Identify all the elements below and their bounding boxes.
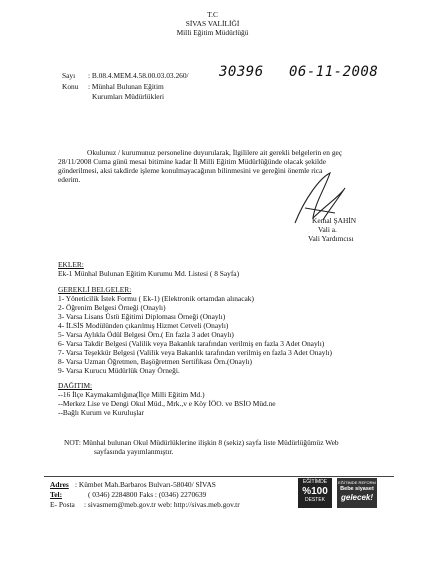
konu-label: Konu bbox=[62, 82, 79, 91]
note-line-1: NOT: Münhal bulunan Okul Müdürlüklerine ilişkin 8 (sekiz) sayfa liste Müdürlüğümüz Web bbox=[64, 438, 339, 447]
eposta-value: : sivasmem@meb.gov.tr web: http://sivas.meb.gov.tr bbox=[84, 500, 240, 509]
badge1-bot: DESTEK bbox=[304, 497, 325, 503]
sayi-label: Sayı bbox=[62, 71, 76, 80]
body-line-4: ederim. bbox=[58, 175, 81, 184]
belge-item: 8- Varsa Uzman Öğretmen, Başöğretmen Sertifikası Örn.(Onaylı) bbox=[58, 357, 253, 366]
belge-item: 1- Yöneticilik İstek Formu ( Ek-1) (Elektronik ortamdan alınacak) bbox=[58, 294, 254, 303]
tel-label: Tel: bbox=[50, 490, 63, 499]
header-valilik: SİVAS VALİLİĞİ bbox=[185, 19, 240, 28]
tel-value: ( 0346) 2284800 Faks : (0346) 2270639 bbox=[88, 490, 207, 499]
badge1-mid: %100 bbox=[302, 486, 328, 497]
dagitim-item: --Merkez Lise ve Dengi Okul Müd., Mrk.,v e Köy İÖO. ve BSİO Müd.ne bbox=[58, 399, 276, 408]
header-tc: T.C bbox=[207, 10, 218, 19]
dagitim-item: --16 İlçe Kaymakamlığına(İlçe Milli Eğitim Md.) bbox=[58, 390, 205, 399]
signer-title: Vali Yardımcısı bbox=[308, 234, 354, 243]
egitimde-reform-logo bbox=[337, 478, 377, 508]
belge-item: 7- Varsa Teşekkür Belgesi (Valilik veya Bakanlık tarafından verilmiş en fazla 3 Adet Onaylı) bbox=[58, 348, 333, 357]
header-mudurluk: Milli Eğitim Müdürlüğü bbox=[176, 28, 249, 37]
signer-vali-a: Vali a. bbox=[318, 225, 337, 234]
belge-item: 3- Varsa Lisans Üstü Eğitimi Diploması Örneği (Onaylı) bbox=[58, 312, 226, 321]
konu-line2: Kurumları Müdürlükleri bbox=[92, 92, 165, 101]
body-line-1: Okulunuz / kurumunuz personeline duyurularak, İlgililere ait gerekli belgelerin en geç bbox=[87, 148, 343, 157]
belge-item: 6- Varsa Takdir Belgesi (Valilik veya Bakanlık tarafından verilmiş en fazla 3 Adet Onaylı) bbox=[58, 339, 325, 348]
egitimde-destek-logo bbox=[298, 478, 332, 508]
ekler-item: Ek-1 Münhal Bulunan Eğitim Kurumu Md. Listesi ( 8 Sayfa) bbox=[58, 269, 240, 278]
adres-label: Adres bbox=[50, 480, 69, 489]
sayi-value: : B.08.4.MEM.4.58.00.03.03.260/ bbox=[88, 71, 189, 80]
eposta-label: E- Posta bbox=[50, 500, 75, 509]
belge-item: 2- Öğrenim Belgesi Örneği (Onaylı) bbox=[58, 303, 166, 312]
note-line-2: sayfasında yayımlanmıştır. bbox=[94, 447, 174, 456]
body-line-2: 28/11/2008 Cuma günü mesai bitimine kadar İl Milli Eğitim Müdürlüğünde olacak şekilde bbox=[58, 157, 327, 166]
body-line-3: gönderilmesi, aksi takdirde işleme konulmayacağının bilinmesini ve gereğini önemle rica bbox=[58, 166, 323, 175]
handwritten-date: 06-11-2008 bbox=[289, 64, 379, 80]
footer-divider bbox=[44, 476, 394, 477]
belgeler-title: GEREKLİ BELGELER: bbox=[58, 285, 132, 294]
handwritten-number: 30396 bbox=[219, 64, 264, 80]
ekler-title: EKLER: bbox=[58, 260, 84, 269]
signer-name: Kemal ŞAHİN bbox=[312, 216, 357, 225]
dagitim-title: DAĞITIM: bbox=[58, 381, 93, 390]
belge-item: 5- Varsa Aylıkla Ödül Belgesi Örn.( En fazla 3 adet Onaylı) bbox=[58, 330, 234, 339]
badge2-top: EĞİTİMDE REFORM bbox=[338, 480, 376, 485]
adres-value: : Kümbet Mah.Barbaros Bulvarı-58040/ SİVAS bbox=[75, 480, 216, 489]
badge2-bot: gelecek! bbox=[340, 493, 374, 502]
belge-item: 9- Varsa Kurucu Müdürlük Onay Örneği. bbox=[58, 366, 180, 375]
badge2-mid: Bebe siyaset bbox=[340, 486, 374, 492]
badge1-top: EĞİTİMDE bbox=[302, 479, 328, 485]
konu-line1: : Münhal Bulunan Eğitim bbox=[88, 82, 164, 91]
belge-item: 4- İLSİS Modülünden çıkarılmış Hizmet Cetveli (Onaylı) bbox=[58, 321, 229, 330]
dagitim-item: --Bağlı Kurum ve Kuruluşlar bbox=[58, 408, 144, 417]
